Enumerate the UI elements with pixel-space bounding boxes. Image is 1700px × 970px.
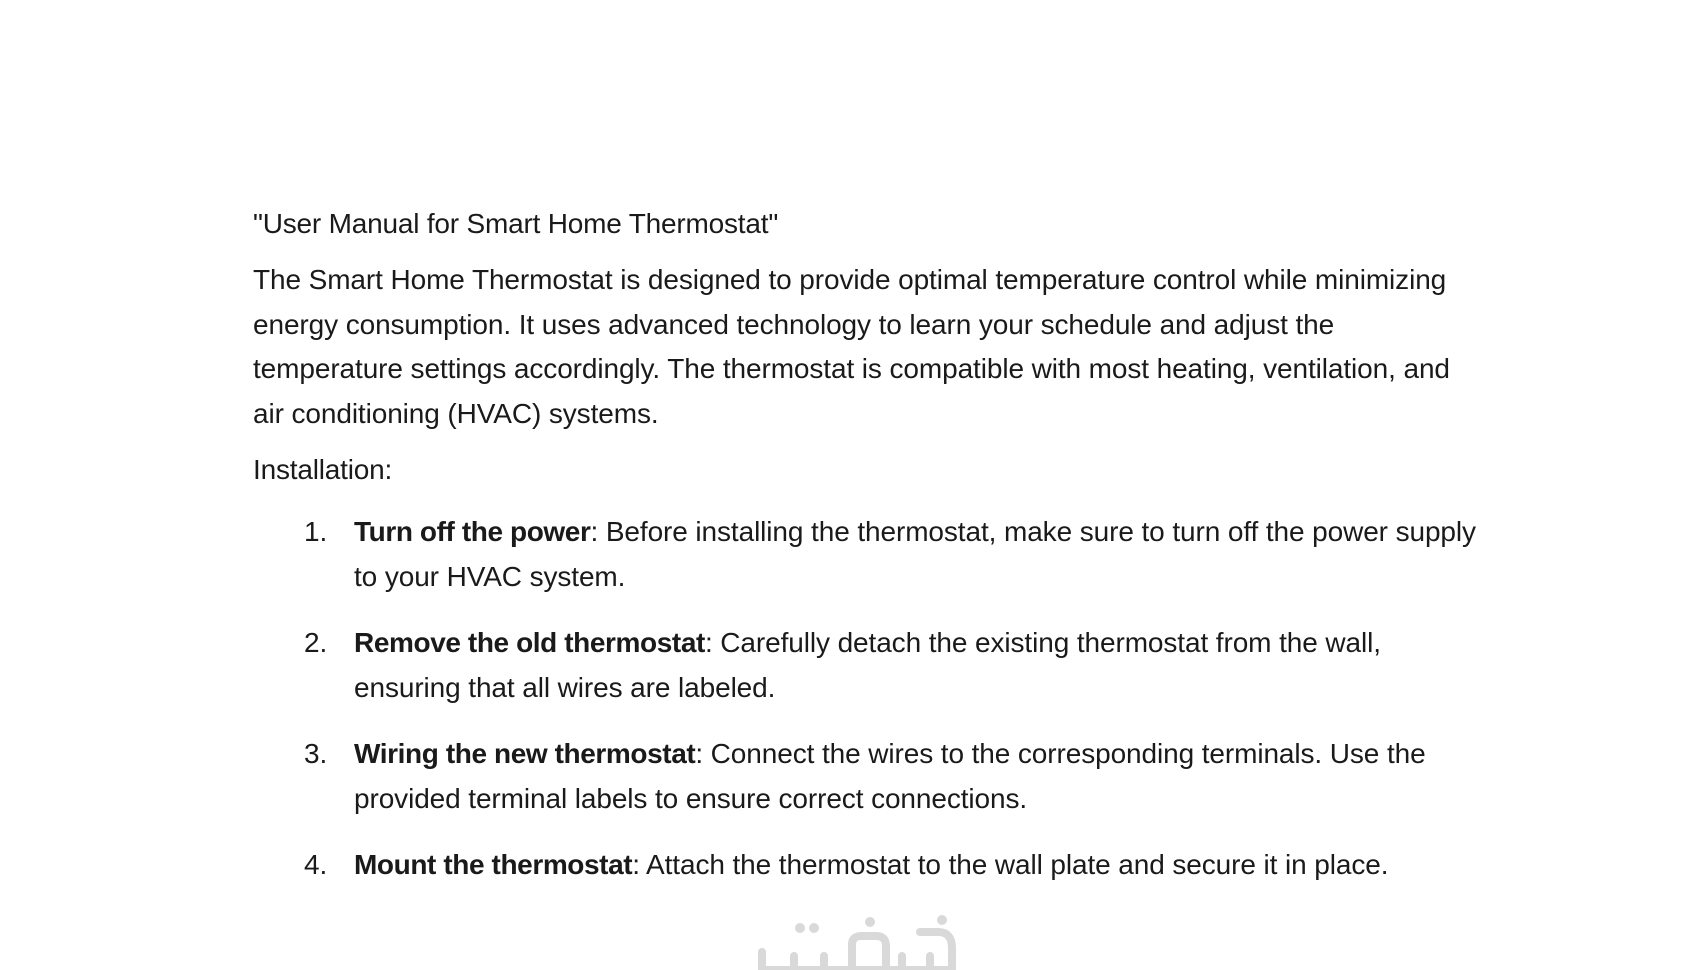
installation-step (253, 510, 1483, 599)
installation-steps-list (253, 510, 1483, 888)
step-title: Wiring the new thermostat (354, 738, 696, 769)
installation-heading: Installation: (253, 454, 393, 485)
step-text: : Connect the wires to the corresponding terminals. Use the provided terminal labels to ensure correct connections. (354, 738, 1426, 814)
document-page (253, 200, 1483, 910)
step-text: : Before installing the thermostat, make sure to turn off the power supply to your HVAC system. (354, 516, 1476, 592)
step-number: 3. (304, 738, 328, 769)
installation-step (253, 621, 1483, 710)
step-title: Turn off the power (354, 516, 591, 547)
document-title: "User Manual for Smart Home Thermostat" (253, 208, 779, 239)
watermark-logo (752, 912, 968, 970)
watermark-logo-graphic (752, 912, 968, 970)
step-number: 2. (304, 627, 328, 658)
step-number: 4. (304, 849, 328, 880)
installation-step (253, 843, 1483, 888)
installation-step (253, 732, 1483, 821)
step-number: 1. (304, 516, 328, 547)
step-text: : Carefully detach the existing thermostat from the wall, ensuring that all wires are labeled. (354, 627, 1381, 703)
step-title: Remove the old thermostat (354, 627, 705, 658)
step-text: : Attach the thermostat to the wall plate and secure it in place. (632, 849, 1389, 880)
intro-paragraph: The Smart Home Thermostat is designed to provide optimal temperature control while minimizing energy consumption. It uses advanced technology to learn your schedule and adjust the temperature settings accordingly. The thermostat is compatible with most heating, ventilation, and air conditioning (HVAC) systems. (253, 264, 1450, 429)
step-title: Mount the thermostat (354, 849, 633, 880)
